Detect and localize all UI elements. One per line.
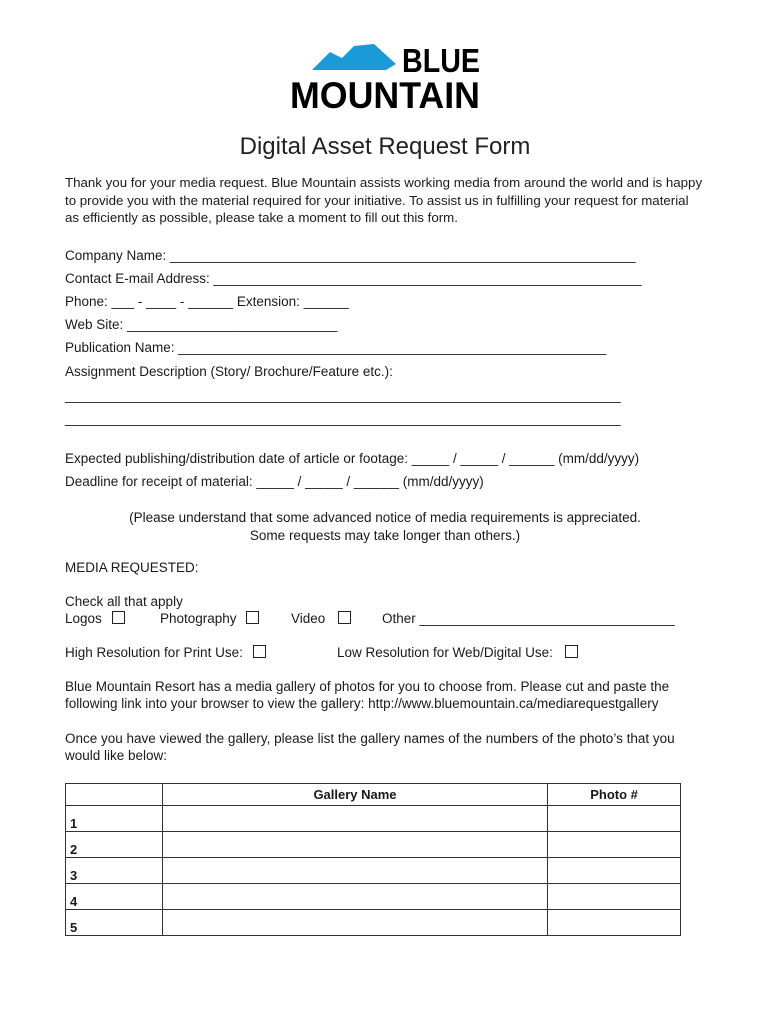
intro-paragraph: Thank you for your media request. Blue Mountain assists working media from around the world and is happy to provide you with the material required for your initiative. To assist us in fulfilling your request for material as efficiently as possible, please take a moment to fill out this form. — [65, 175, 703, 225]
notice-line-2: Some requests may take longer than others.) — [249, 528, 521, 543]
video-label: Video — [291, 611, 326, 626]
logo-line1: BLUE — [402, 42, 480, 79]
photo-number-cell[interactable] — [548, 909, 681, 935]
media-requested-heading: MEDIA REQUESTED: — [65, 560, 199, 575]
gallery-name-cell[interactable] — [162, 857, 547, 883]
table-row — [66, 805, 681, 831]
assignment-line-2[interactable]: __________________________________________________________________________ — [65, 411, 621, 426]
photo-number-cell[interactable] — [548, 831, 681, 857]
company-name-field[interactable]: Company Name: ______________________________________________________________ — [65, 248, 636, 263]
table-row — [66, 909, 681, 935]
list-info-line-1: Once you have viewed the gallery, please list the gallery names of the numbers of the photo’s that you — [65, 731, 675, 746]
check-all-label: Check all that apply — [65, 594, 183, 609]
website-field[interactable]: Web Site: ____________________________ — [65, 317, 338, 332]
photo-number-cell[interactable] — [548, 883, 681, 909]
gallery-info-line-2: following link into your browser to view the gallery: http://www.bluemountain.ca/mediarequestgallery — [65, 696, 659, 711]
low-res-option — [337, 645, 578, 660]
high-res-checkbox[interactable] — [253, 645, 266, 658]
gallery-info-line-1: Blue Mountain Resort has a media gallery of photos for you to choose from. Please cut and paste the — [65, 679, 670, 694]
blue-mountain-logo — [290, 40, 482, 116]
row-number: 5 — [66, 909, 163, 935]
other-field[interactable]: Other __________________________________ — [382, 611, 675, 626]
row-number: 1 — [66, 805, 163, 831]
mountain-peak-icon — [312, 44, 396, 70]
header-photo-number: Photo # — [548, 784, 681, 806]
phone-field[interactable]: Phone: ___ - ____ - ______ Extension: ______ — [65, 294, 349, 309]
row-number: 2 — [66, 831, 163, 857]
notice-line-1: (Please understand that some advanced notice of media requirements is appreciated. — [129, 510, 641, 525]
logos-option — [65, 611, 125, 626]
table-row — [66, 883, 681, 909]
video-checkbox[interactable] — [338, 611, 351, 624]
logo-line2: MOUNTAIN — [290, 75, 480, 116]
row-number: 3 — [66, 857, 163, 883]
photography-label: Photography — [160, 611, 237, 626]
assignment-line-1[interactable]: __________________________________________________________________________ — [65, 388, 621, 403]
table-header-row — [66, 784, 681, 806]
gallery-name-cell[interactable] — [162, 805, 547, 831]
photo-number-cell[interactable] — [548, 805, 681, 831]
logos-checkbox[interactable] — [112, 611, 125, 624]
gallery-name-cell[interactable] — [162, 909, 547, 935]
low-res-checkbox[interactable] — [565, 645, 578, 658]
deadline-field[interactable]: Deadline for receipt of material: _____ / _____ / ______ (mm/dd/yyyy) — [65, 474, 484, 489]
logos-label: Logos — [65, 611, 102, 626]
high-res-label: High Resolution for Print Use: — [65, 645, 243, 660]
row-number: 4 — [66, 883, 163, 909]
gallery-name-cell[interactable] — [162, 883, 547, 909]
high-res-option — [65, 645, 266, 660]
gallery-name-cell[interactable] — [162, 831, 547, 857]
table-row — [66, 831, 681, 857]
assignment-label: Assignment Description (Story/ Brochure/Feature etc.): — [65, 364, 393, 379]
video-option — [291, 611, 351, 626]
publication-name-field[interactable]: Publication Name: _________________________________________________________ — [65, 340, 607, 355]
list-info-line-2: would like below: — [65, 748, 168, 763]
table-row — [66, 857, 681, 883]
photography-checkbox[interactable] — [246, 611, 259, 624]
gallery-request-table — [65, 783, 681, 936]
header-gallery-name: Gallery Name — [162, 784, 547, 806]
photography-option — [160, 611, 259, 626]
expected-date-field[interactable]: Expected publishing/distribution date of article or footage: _____ / _____ / ______ (mm/dd/yyyy) — [65, 451, 640, 466]
header-number — [66, 784, 163, 806]
page-title: Digital Asset Request Form — [239, 133, 531, 160]
photo-number-cell[interactable] — [548, 857, 681, 883]
contact-email-field[interactable]: Contact E-mail Address: _________________________________________________________ — [65, 271, 642, 286]
low-res-label: Low Resolution for Web/Digital Use: — [337, 645, 553, 660]
